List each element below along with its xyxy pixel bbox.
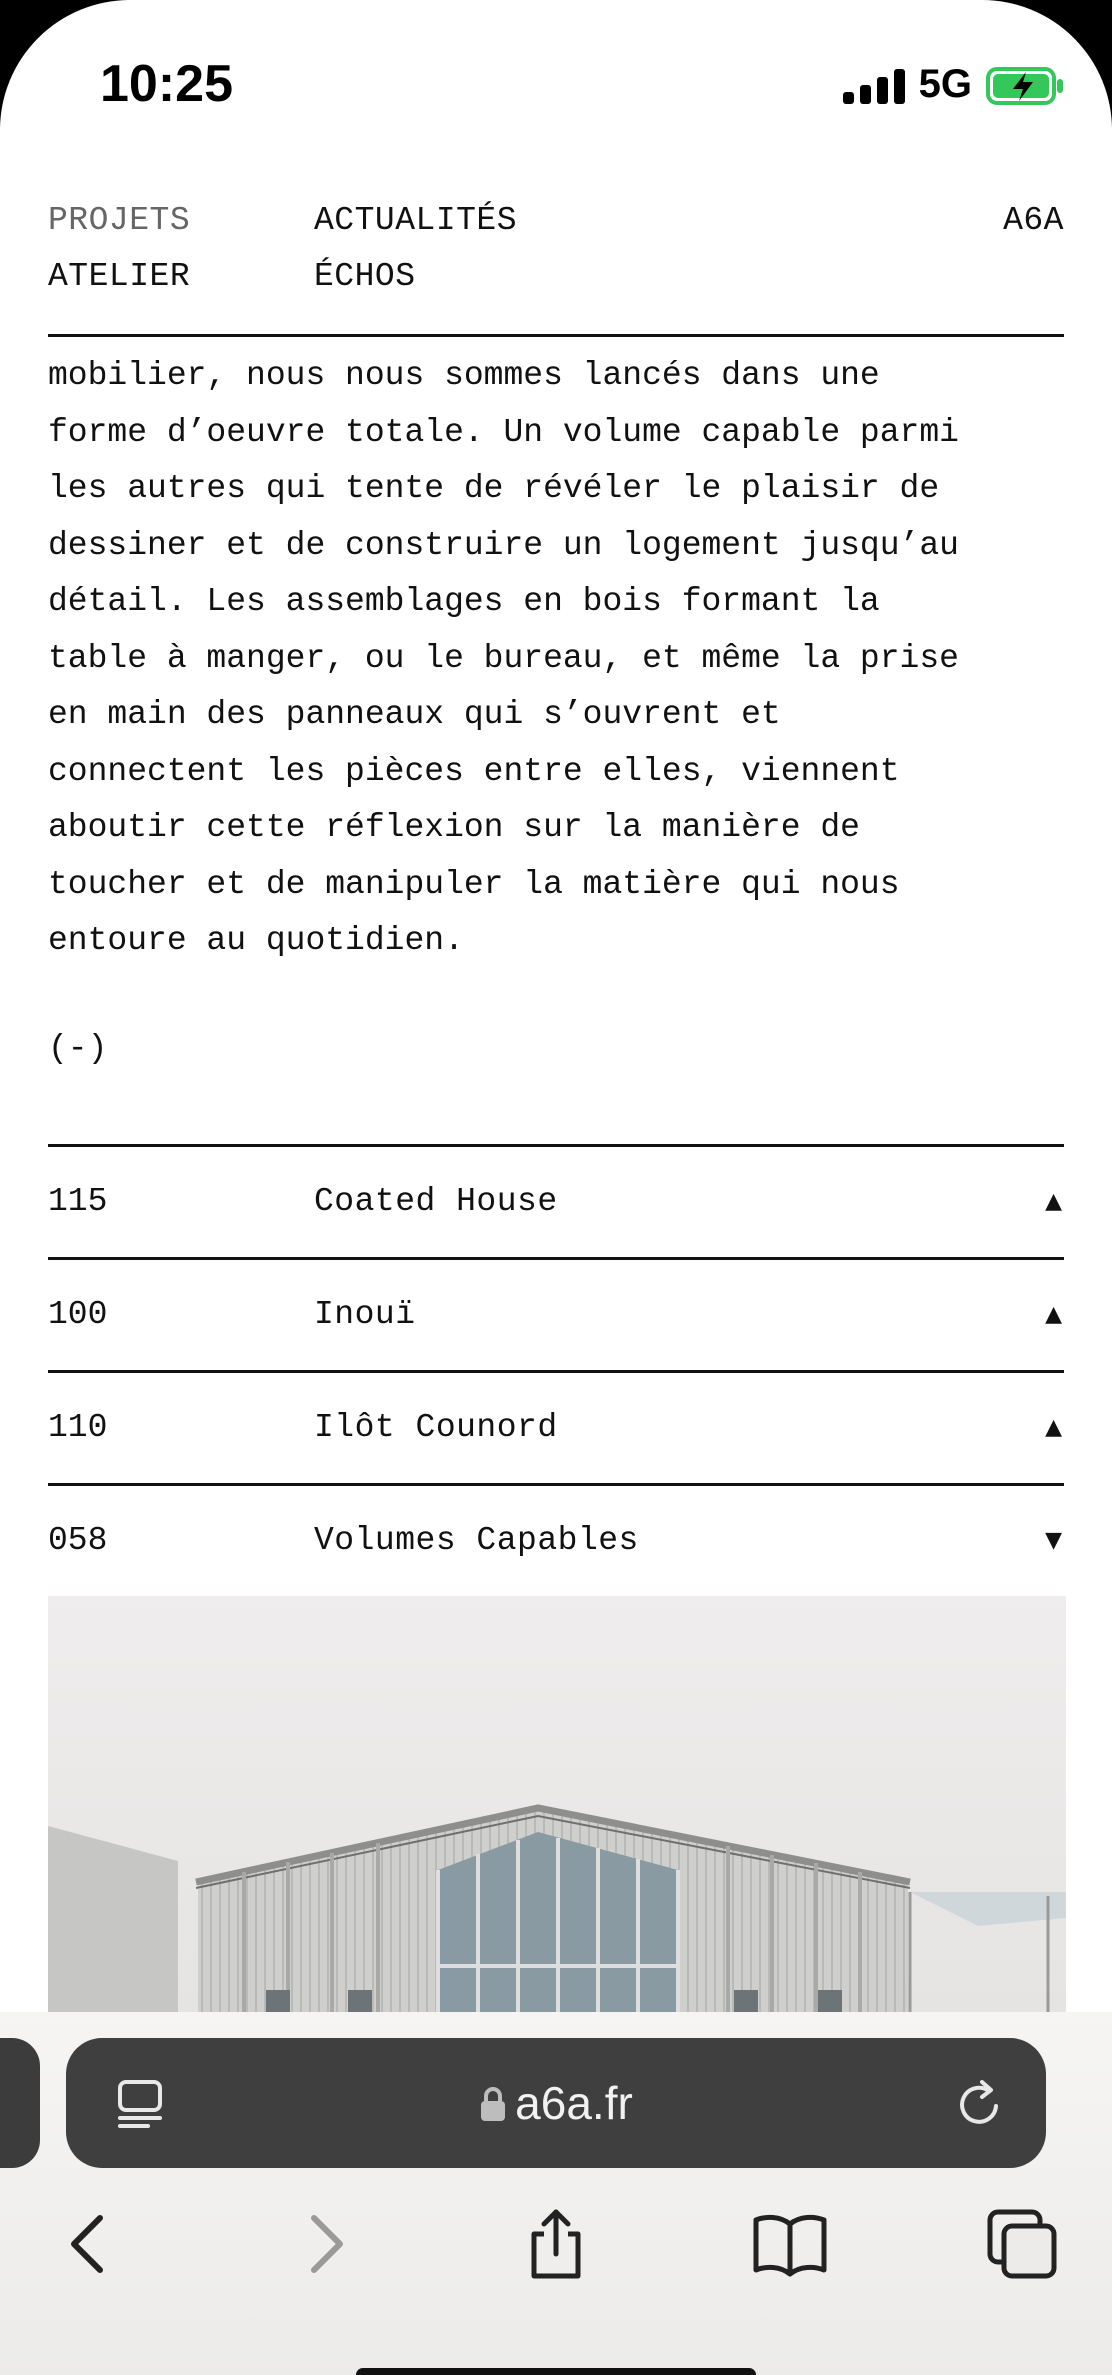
- home-indicator[interactable]: [356, 2368, 756, 2375]
- nav-link-projets[interactable]: PROJETS: [48, 202, 191, 239]
- project-number: 058: [48, 1522, 108, 1559]
- description-line: dessiner et de construire un logement jusqu’au: [48, 526, 959, 564]
- site-logo[interactable]: A6A: [1003, 202, 1064, 239]
- browser-toolbar: [0, 2012, 1112, 2375]
- battery-charging-icon: [986, 66, 1060, 104]
- description-line: entoure au quotidien.: [48, 922, 464, 959]
- address-bar[interactable]: [66, 2038, 1046, 2168]
- project-number: 110: [48, 1409, 108, 1446]
- project-list: [48, 1144, 1064, 1596]
- nav-link-atelier[interactable]: ATELIER: [48, 258, 191, 295]
- site-navigation: [48, 200, 1064, 337]
- status-icons: [843, 62, 1060, 107]
- share-icon[interactable]: [516, 2204, 596, 2284]
- project-title: Inouï: [314, 1296, 416, 1333]
- description-line: connectent les pièces entre elles, viennent: [48, 752, 900, 790]
- project-description: [48, 348, 1068, 970]
- description-line: en main des panneaux qui s’ouvrent et: [48, 696, 781, 733]
- description-line: toucher et de manipuler la matière qui nous: [48, 865, 900, 903]
- project-row-volumes-capables[interactable]: [48, 1486, 1064, 1596]
- description-line: mobilier, nous nous sommes lancés dans une: [48, 357, 880, 394]
- url-display[interactable]: [66, 2076, 1046, 2134]
- url-text: a6a.fr: [515, 2077, 633, 2129]
- tabs-icon[interactable]: [982, 2204, 1062, 2284]
- building-illustration: [48, 1596, 1066, 2016]
- lock-icon: [479, 2080, 507, 2134]
- expand-arrow-up-icon: ▲: [1045, 1189, 1062, 1214]
- project-row-ilot-counord[interactable]: [48, 1373, 1064, 1486]
- forward-chevron-icon[interactable]: [286, 2204, 366, 2284]
- nav-link-echos[interactable]: ÉCHOS: [314, 258, 416, 295]
- description-line: table à manger, ou le bureau, et même la prise: [48, 639, 959, 677]
- project-number: 100: [48, 1296, 108, 1333]
- project-row-inoui[interactable]: [48, 1260, 1064, 1373]
- collapse-toggle[interactable]: (-): [48, 1030, 108, 1067]
- previous-tab-preview[interactable]: [0, 2038, 40, 2168]
- description-line: détail. Les assemblages en bois formant la: [48, 583, 880, 620]
- back-chevron-icon[interactable]: [48, 2204, 128, 2284]
- expand-arrow-up-icon: ▲: [1045, 1302, 1062, 1327]
- project-row-coated-house[interactable]: [48, 1147, 1064, 1260]
- cellular-signal-icon: [843, 66, 905, 104]
- nav-link-actualites[interactable]: ACTUALITÉS: [314, 202, 518, 239]
- project-title: Volumes Capables: [314, 1522, 639, 1559]
- bookmarks-icon[interactable]: [750, 2204, 830, 2284]
- description-line: aboutir cette réflexion sur la manière de: [48, 809, 860, 846]
- expand-arrow-up-icon: ▲: [1045, 1415, 1062, 1440]
- status-time: 10:25: [100, 55, 233, 113]
- description-line: les autres qui tente de révéler le plaisir de: [48, 470, 940, 507]
- project-title: Ilôt Counord: [314, 1409, 558, 1446]
- project-number: 115: [48, 1183, 108, 1220]
- collapse-arrow-down-icon: ▼: [1045, 1528, 1062, 1553]
- project-photo[interactable]: [48, 1596, 1066, 2016]
- network-type: 5G: [918, 62, 972, 106]
- reload-icon[interactable]: [952, 2076, 1008, 2137]
- description-line: forme d’oeuvre totale. Un volume capable parmi: [48, 413, 959, 451]
- project-title: Coated House: [314, 1183, 558, 1220]
